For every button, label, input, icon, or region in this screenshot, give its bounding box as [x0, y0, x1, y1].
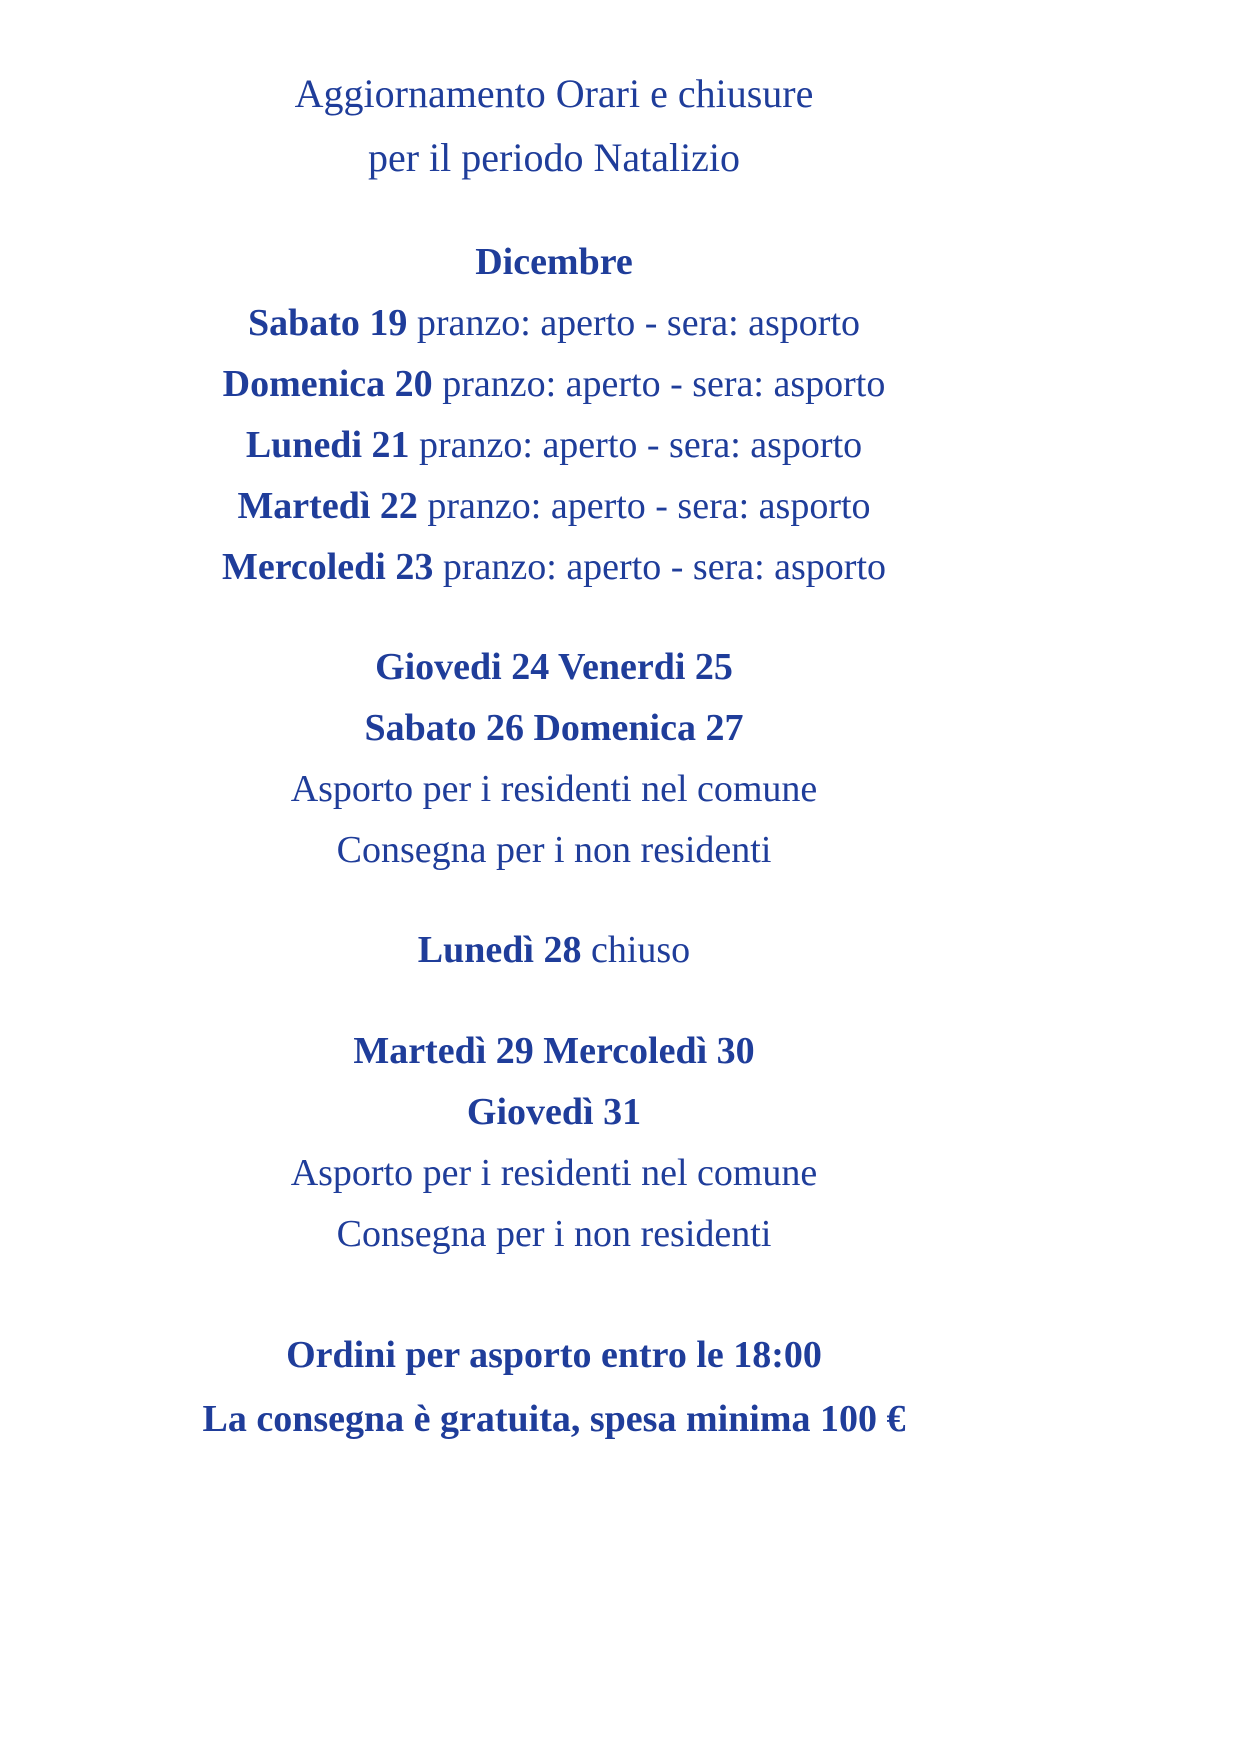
takeaway-note: Asporto per i residenti nel comune [290, 768, 818, 810]
schedule-day: Martedì 22 [237, 485, 418, 527]
schedule-hours: pranzo: aperto - sera: asporto [442, 363, 886, 405]
schedule-row [0, 426, 1108, 464]
holiday-dates: Sabato 26 Domenica 27 [364, 707, 744, 749]
delivery-note: Consegna per i non residenti [336, 829, 772, 871]
closed-day-label: Lunedì 28 [417, 929, 582, 971]
closed-status: chiuso [590, 929, 691, 971]
delivery-note: Consegna per i non residenti [336, 1213, 772, 1255]
month-heading: Dicembre [475, 241, 633, 283]
schedule-row [0, 548, 1108, 586]
schedule-row [0, 304, 1108, 342]
schedule-hours: pranzo: aperto - sera: asporto [442, 546, 887, 588]
order-deadline: Ordini per asporto entro le 18:00 [286, 1334, 822, 1376]
schedule-row [0, 487, 1108, 525]
schedule-day: Mercoledi 23 [221, 546, 434, 588]
schedule-day: Lunedi 21 [245, 424, 410, 466]
title-line-2: per il periodo Natalizio [367, 135, 741, 180]
holiday-dates: Giovedì 31 [466, 1091, 642, 1133]
takeaway-note: Asporto per i residenti nel comune [290, 1152, 818, 1194]
delivery-terms: La consegna è gratuita, spesa minima 100 € [202, 1398, 906, 1440]
schedule-day: Domenica 20 [222, 363, 433, 405]
schedule-hours: pranzo: aperto - sera: asporto [419, 424, 863, 466]
schedule-row [0, 365, 1108, 403]
title-line-1: Aggiornamento Orari e chiusure [294, 71, 814, 116]
schedule-hours: pranzo: aperto - sera: asporto [427, 485, 871, 527]
holiday-dates: Giovedi 24 Venerdi 25 [375, 646, 733, 688]
closed-day [0, 931, 1108, 969]
holiday-dates: Martedì 29 Mercoledì 30 [353, 1030, 755, 1072]
schedule-day: Sabato 19 [247, 302, 408, 344]
schedule-hours: pranzo: aperto - sera: asporto [416, 302, 861, 344]
